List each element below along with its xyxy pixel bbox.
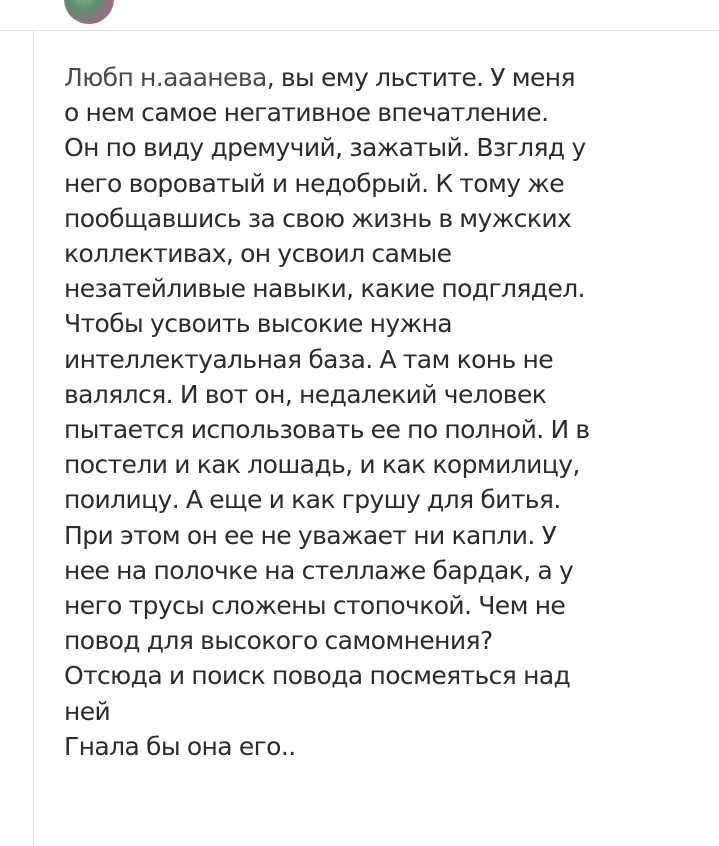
comment-text <box>64 60 714 764</box>
comment-body: , вы ему льстите. У меня о нем самое негативное впечатление. Он по виду дремучий, зажатый. Взгляд у него вороватый и недобрый. К тому же пообщавшись за свою жизнь в мужских коллективах, он усвоил самые незатейливые навыки, какие подглядел. Чтобы усвоить высокие нужна интеллектуальная база. А там конь не валялся. И вот он, недалекий человек пытается использовать ее по полной. И в постели и как лошадь, и как кормилицу, поилицу. А еще и как грушу для битья. При этом он ее не уважает ни капли. У нее на полочке на стеллаже бардак, а у него трусы сложены стопочкой. Чем не повод для высокого самомнения? Отсюда и поиск повода посмеяться над ней Гнала бы она его.. <box>64 63 590 761</box>
avatar[interactable] <box>64 0 114 24</box>
thread-line <box>33 30 34 846</box>
author-mention[interactable]: Любп н.ааанева <box>64 63 267 92</box>
divider <box>0 30 719 31</box>
